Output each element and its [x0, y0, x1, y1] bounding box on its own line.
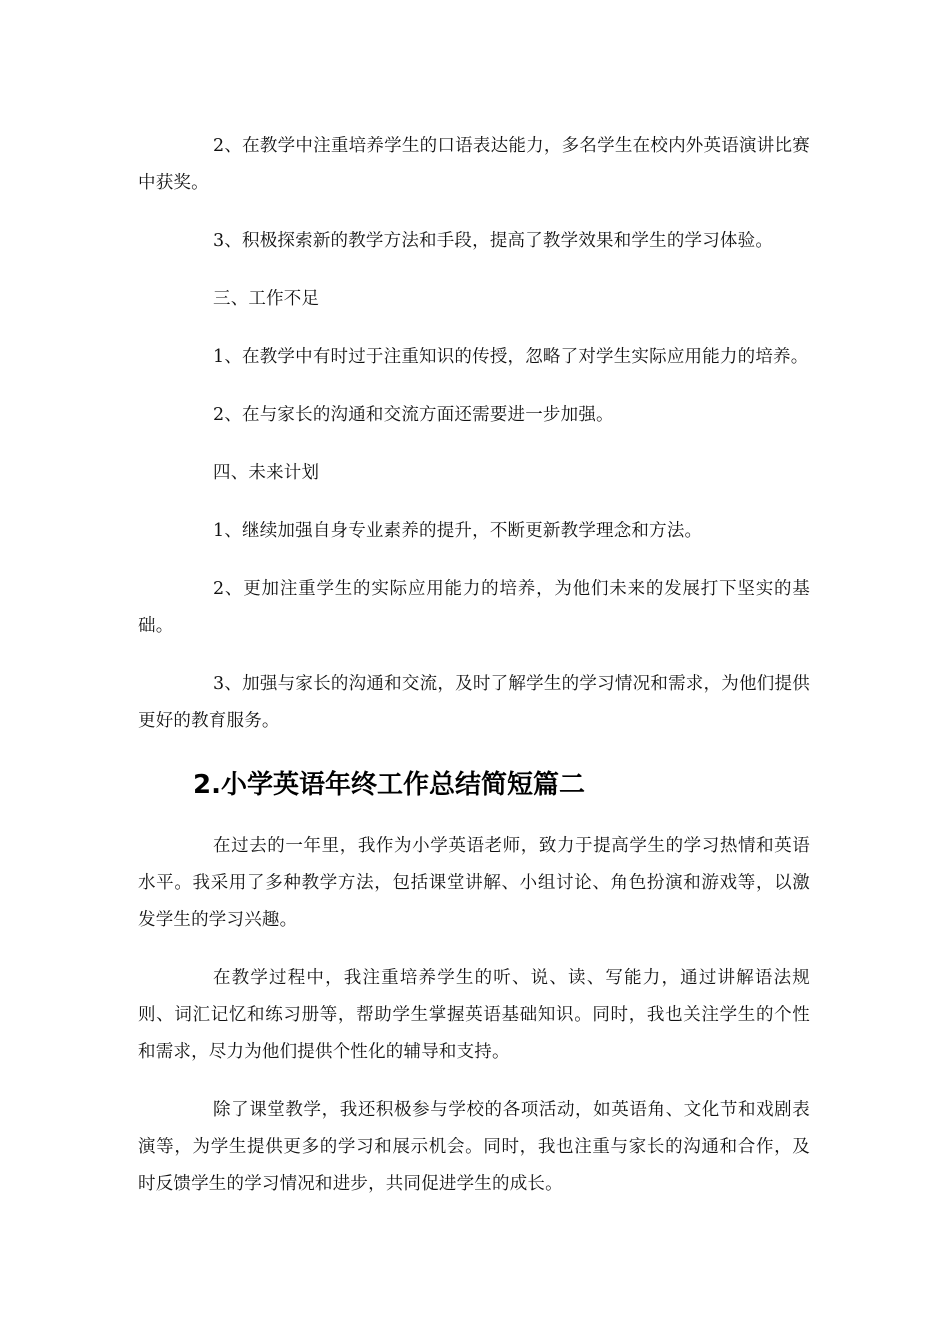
subheading-future-plan: 四、未来计划 — [213, 463, 320, 483]
paragraph-shortcoming-1: 1、在教学中有时过于注重知识的传授，忽略了对学生实际应用能力的培养。 — [213, 347, 809, 367]
paragraph-body-2: 在教学过程中，我注重培养学生的听、说、读、写能力，通过讲解语法规则、词汇记忆和练习册等，帮助学生掌握英语基础知识。同时，我也关注学生的个性和需求，尽力为他们提供个性化的辅导和支持。 — [138, 968, 810, 1062]
paragraph-plan-1: 1、继续加强自身专业素养的提升，不断更新教学理念和方法。 — [213, 521, 703, 541]
paragraph-shortcoming-2: 2、在与家长的沟通和交流方面还需要进一步加强。 — [213, 405, 614, 425]
section-heading: 2.小学英语年终工作总结简短篇二 — [193, 770, 585, 800]
document-page — [138, 128, 810, 1224]
subheading-shortcomings: 三、工作不足 — [213, 289, 320, 309]
paragraph-plan-2: 2、更加注重学生的实际应用能力的培养，为他们未来的发展打下坚实的基础。 — [138, 579, 810, 636]
paragraph-achievement-3: 3、积极探索新的教学方法和手段，提高了教学效果和学生的学习体验。 — [213, 231, 774, 251]
paragraph-achievement-2: 2、在教学中注重培养学生的口语表达能力，多名学生在校内外英语演讲比赛中获奖。 — [138, 136, 810, 193]
paragraph-body-3: 除了课堂教学，我还积极参与学校的各项活动，如英语角、文化节和戏剧表演等，为学生提供更多的学习和展示机会。同时，我也注重与家长的沟通和合作，及时反馈学生的学习情况和进步，共同促进学生的成长。 — [138, 1100, 810, 1194]
paragraph-plan-3: 3、加强与家长的沟通和交流，及时了解学生的学习情况和需求，为他们提供更好的教育服务。 — [138, 674, 810, 731]
paragraph-body-1: 在过去的一年里，我作为小学英语老师，致力于提高学生的学习热情和英语水平。我采用了多种教学方法，包括课堂讲解、小组讨论、角色扮演和游戏等，以激发学生的学习兴趣。 — [138, 836, 810, 930]
